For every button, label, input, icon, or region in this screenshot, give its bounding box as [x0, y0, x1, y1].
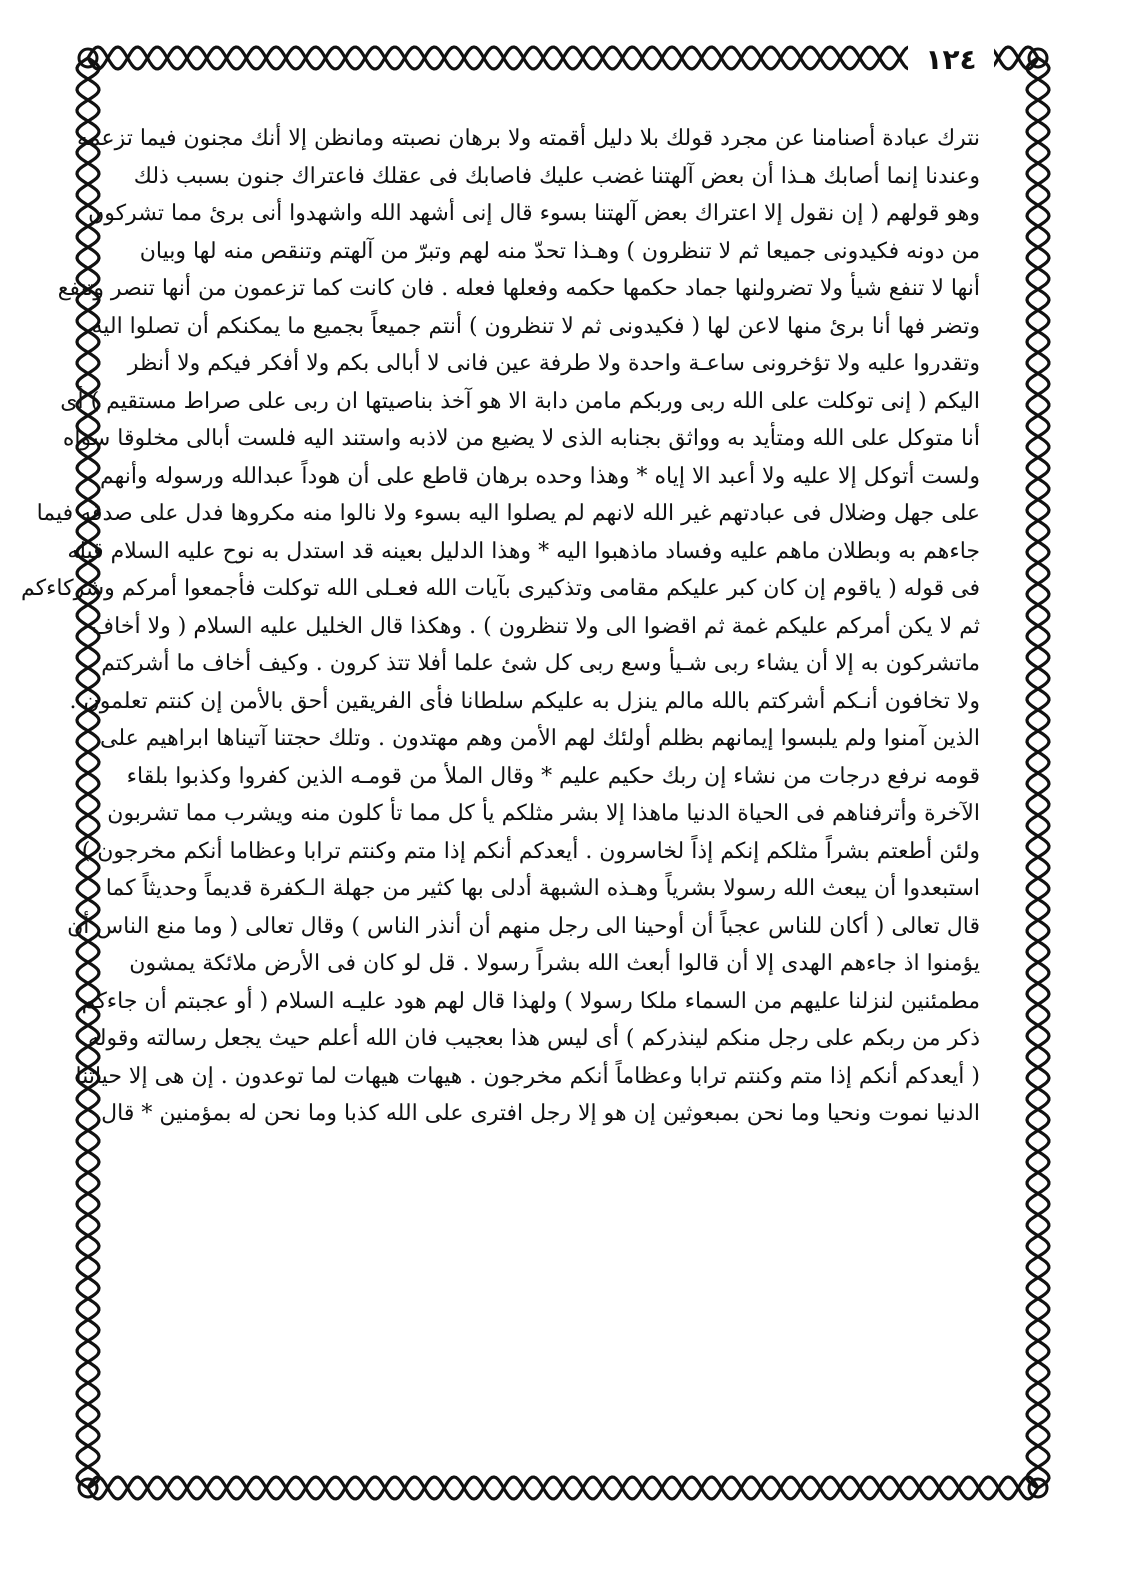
text-line: وتقدروا عليه ولا تؤخرونى ساعـة واحدة ولا طرفة عين فانى لا أبالى بكم ولا أفكر فيكم ولا أنظر: [127, 351, 980, 376]
page-number: ١٢٤: [908, 38, 994, 82]
text-line: وتضر فها أنا برئ منها لاعن لها ( فكيدونى ثم لا تنظرون ) أنتم جميعاً بجميع ما يمكنكم أن تصلوا اليه: [91, 313, 980, 339]
body-text: [20, 120, 980, 1445]
text-line: الدنيا نموت ونحيا وما نحن بمبعوثين إن هو إلا رجل افترى على الله كذبا وما نحن له بمؤمنين * قال: [101, 1101, 980, 1126]
text-line: جاءهم به وبطلان ماهم عليه وفساد ماذهبوا اليه * وهذا الدليل بعينه قد استدل به نوح عليه السلام قبله: [67, 538, 980, 564]
text-line: أنا متوكل على الله ومتأيد به وواثق بجنابه الذى لا يضيع من لاذبه واستند اليه فلست أبالى مخلوقا سواه: [62, 426, 980, 451]
text-line: وهو قولهم ( إن نقول إلا اعتراك بعض آلهتنا بسوء قال إنى أشهد الله واشهدوا أنى برئ مما تشركون: [88, 201, 980, 226]
text-line: ثم لا يكن أمركم عليكم غمة ثم اقضوا الى ولا تنظرون ) . وهكذا قال الخليل عليه السلام ( ولا أخاف: [91, 613, 980, 639]
text-line: قومه نرفع درجات من نشاء إن ربك حكيم عليم * وقال الملأ من قومـه الذين كفروا وكذبوا بلقاء: [126, 763, 980, 789]
text-line: أنها لا تنفع شيأ ولا تضرولنها جماد حكمها حكمه وفعلها فعله . فان كانت كما تزعمون من أنها تنصر وتنفع: [57, 276, 980, 301]
text-line: ولست أتوكل إلا عليه ولا أعبد الا إياه * وهذا وحده برهان قاطع على أن هوداً عبدالله ورسوله وأنهم: [99, 463, 980, 489]
text-line: وعندنا إنما أصابك هـذا أن بعض آلهتنا غضب عليك فاصابك فى عقلك فاعتراك جنون بسبب ذلك: [133, 163, 980, 189]
text-line: الآخرة وأترفناهم فى الحياة الدنيا ماهذا إلا بشر مثلكم يأ كل مما تأ كلون منه ويشرب مما تشربون: [107, 801, 980, 826]
text-line: على جهل وضلال فى عبادتهم غير الله لانهم لم يصلوا اليه بسوء ولا نالوا منه مكروها فدل على صدقه فيما: [36, 501, 980, 526]
text-line: قال تعالى ( أكان للناس عجباً أن أوحينا الى رجل منهم أن أنذر الناس ) وقال تعالى ( وما منع الناس أن: [67, 913, 980, 939]
text-line: يؤمنوا اذ جاءهم الهدى إلا أن قالوا أبعث الله بشراً رسولا . قل لو كان فى الأرض ملائكة يمشون: [129, 951, 980, 976]
text-line: ( أيعدكم أنكم إذا متم وكنتم ترابا وعظاماً أنكم مخرجون . هيهات هيهات لما توعدون . إن هى إلا حياتنا: [75, 1063, 980, 1089]
text-line: ذكر من ربكم على رجل منكم لينذركم ) أى ليس هذا بعجيب فان الله أعلم حيث يجعل رسالته وقوله: [88, 1026, 980, 1051]
text-line: ولا تخافون أنـكم أشركتم بالله مالم ينزل به عليكم سلطانا فأى الفريقين أحق بالأمن إن كنتم تعلمون .: [69, 688, 980, 714]
text-line: استبعدوا أن يبعث الله رسولا بشرياً وهـذه الشبهة أدلى بها كثير من جهلة الـكفرة قديماً وحديثاً كما: [105, 876, 980, 901]
text-line: فى قوله ( ياقوم إن كان كبر عليكم مقامى وتذكيرى بآيات الله فعـلى الله توكلت فأجمعوا أمركم وشركاءكم: [20, 576, 980, 601]
text-line: اليكم ( إنى توكلت على الله ربى وربكم مامن دابة الا هو آخذ بناصيتها ان ربى على صراط مستقيم ) أى: [60, 388, 980, 414]
text-line: من دونه فكيدونى جميعا ثم لا تنظرون ) وهـذا تحدّ منه لهم وتبرّ من آلهتم وتنقص منه لها وبيان: [139, 238, 980, 264]
text-line: مطمئنين لنزلنا عليهم من السماء ملكا رسولا ) ولهذا قال لهم هود عليـه السلام ( أو عجبتم أن جاءكم: [81, 988, 980, 1014]
text-line: ماتشركون به إلا أن يشاء ربى شـيأ وسع ربى كل شئ علما أفلا تتذ كرون . وكيف أخاف ما أشركتم: [101, 651, 980, 676]
text-line: ولئن أطعتم بشراً مثلكم إنكم إذاً لخاسرون . أيعدكم أنكم إذا متم وكنتم ترابا وعظاما أنكم مخرجون ): [81, 838, 980, 864]
text-line: الذين آمنوا ولم يلبسوا إيمانهم بظلم أولئك لهم الأمن وهم مهتدون . وتلك حجتنا آتيناها ابراهيم على: [100, 726, 980, 751]
text-line: نترك عبادة أصنامنا عن مجرد قولك بلا دليل أقمته ولا برهان نصبته ومانظن إلا أنك مجنون فيما تزعمه: [77, 126, 980, 151]
